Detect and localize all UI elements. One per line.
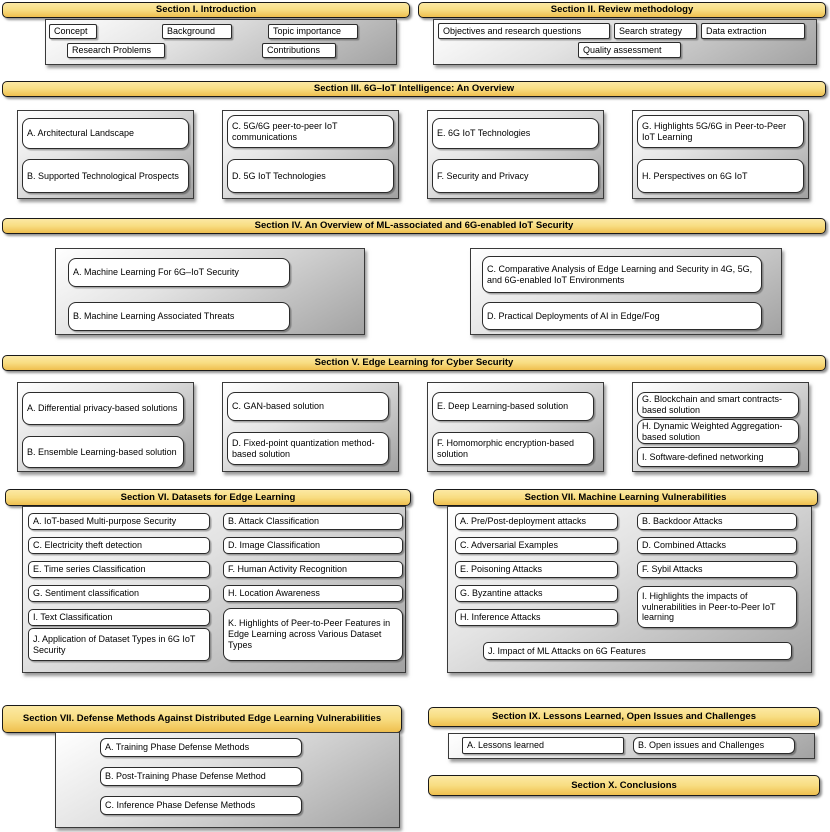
item-quality-assessment: Quality assessment [578, 42, 681, 58]
item-image-classification: D. Image Classification [223, 537, 403, 554]
section-2-header: Section II. Review methodology [418, 2, 826, 18]
item-deep-learning-solution: E. Deep Learning-based solution [432, 392, 594, 421]
item-adversarial-examples: C. Adversarial Examples [455, 537, 618, 554]
section-6-header: Section VI. Datasets for Edge Learning [5, 489, 411, 506]
item-security-and-privacy: F. Security and Privacy [432, 159, 599, 193]
item-contributions: Contributions [262, 43, 336, 58]
item-text-classification: I. Text Classification [28, 609, 210, 626]
item-iot-multi-purpose-security: A. IoT-based Multi-purpose Security [28, 513, 210, 530]
item-attack-classification: B. Attack Classification [223, 513, 403, 530]
item-inference-attacks: H. Inference Attacks [455, 609, 618, 626]
item-search-strategy: Search strategy [614, 23, 697, 39]
item-architectural-landscape: A. Architectural Landscape [22, 118, 189, 149]
item-poisoning-attacks: E. Poisoning Attacks [455, 561, 618, 578]
item-topic-importance: Topic importance [268, 24, 358, 39]
section-1-header: Section I. Introduction [2, 2, 410, 18]
item-homomorphic-encryption-solution: F. Homomorphic encryption-based solution [432, 432, 594, 465]
item-research-problems: Research Problems [67, 43, 165, 58]
section-4-header: Section IV. An Overview of ML-associated and 6G-enabled IoT Security [2, 218, 826, 234]
item-combined-attacks: D. Combined Attacks [637, 537, 797, 554]
item-application-dataset-types-6g-iot-security: J. Application of Dataset Types in 6G IoT Security [28, 628, 210, 661]
item-supported-technological-prospects: B. Supported Technological Prospects [22, 159, 189, 193]
item-differential-privacy-solutions: A. Differential privacy-based solutions [22, 392, 184, 425]
item-concept: Concept [49, 24, 97, 39]
item-byzantine-attacks: G. Byzantine attacks [455, 585, 618, 602]
section-9-header: Section IX. Lessons Learned, Open Issues and Challenges [428, 707, 820, 727]
section-8-header: Section VII. Defense Methods Against Distributed Edge Learning Vulnerabilities [2, 705, 402, 733]
item-perspectives-on-6g-iot: H. Perspectives on 6G IoT [637, 159, 804, 193]
item-backdoor-attacks: B. Backdoor Attacks [637, 513, 797, 530]
item-impact-ml-attacks-6g-features: J. Impact of ML Attacks on 6G Features [483, 642, 792, 660]
item-electricity-theft-detection: C. Electricity theft detection [28, 537, 210, 554]
item-fixed-point-quantization-solution: D. Fixed-point quantization method-based solution [227, 432, 389, 465]
item-post-training-phase-defense: B. Post-Training Phase Defense Method [100, 767, 302, 786]
item-5g-iot-technologies: D. 5G IoT Technologies [227, 159, 394, 193]
item-inference-phase-defense: C. Inference Phase Defense Methods [100, 796, 302, 815]
item-ml-for-6g-iot-security: A. Machine Learning For 6G–IoT Security [68, 258, 290, 287]
item-data-extraction: Data extraction [701, 23, 805, 39]
item-ml-associated-threats: B. Machine Learning Associated Threats [68, 302, 290, 331]
item-background: Background [162, 24, 232, 39]
item-practical-deployments-ai-edge-fog: D. Practical Deployments of AI in Edge/Fog [482, 302, 762, 330]
section-10-header: Section X. Conclusions [428, 775, 820, 796]
item-time-series-classification: E. Time series Classification [28, 561, 210, 578]
item-objectives-research-questions: Objectives and research questions [438, 23, 610, 39]
item-blockchain-smart-contracts-solution: G. Blockchain and smart contracts-based solution [637, 392, 799, 418]
item-sybil-attacks: F. Sybil Attacks [637, 561, 797, 578]
section-7-header: Section VII. Machine Learning Vulnerabilities [433, 489, 818, 506]
item-location-awareness: H. Location Awareness [223, 585, 403, 602]
item-highlights-5g-6g-peer-to-peer-learning: G. Highlights 5G/6G in Peer-to-Peer IoT Learning [637, 115, 804, 148]
item-gan-solution: C. GAN-based solution [227, 392, 389, 421]
item-sentiment-classification: G. Sentiment classification [28, 585, 210, 602]
item-dynamic-weighted-aggregation-solution: H. Dynamic Weighted Aggregation-based solution [637, 419, 799, 444]
item-6g-iot-technologies: E. 6G IoT Technologies [432, 118, 599, 149]
item-open-issues-challenges: B. Open issues and Challenges [633, 737, 795, 754]
section-5-header: Section V. Edge Learning for Cyber Security [2, 355, 826, 371]
item-highlights-peer-to-peer-features-datasets: K. Highlights of Peer-to-Peer Features in Edge Learning across Various Dataset Types [223, 608, 403, 661]
item-highlights-impacts-vulnerabilities: I. Highlights the impacts of vulnerabilities in Peer-to-Peer IoT learning [637, 586, 797, 628]
item-lessons-learned: A. Lessons learned [462, 737, 624, 754]
item-5g-6g-peer-to-peer-iot-communications: C. 5G/6G peer-to-peer IoT communications [227, 115, 394, 148]
item-training-phase-defense: A. Training Phase Defense Methods [100, 738, 302, 757]
item-software-defined-networking: I. Software-defined networking [637, 447, 799, 467]
item-comparative-analysis-edge-learning: C. Comparative Analysis of Edge Learning and Security in 4G, 5G, and 6G-enabled IoT Environments [482, 256, 762, 293]
item-human-activity-recognition: F. Human Activity Recognition [223, 561, 403, 578]
section-3-header: Section III. 6G–IoT Intelligence: An Overview [2, 81, 826, 97]
item-ensemble-learning-solution: B. Ensemble Learning-based solution [22, 436, 184, 468]
item-pre-post-deployment-attacks: A. Pre/Post-deployment attacks [455, 513, 618, 530]
